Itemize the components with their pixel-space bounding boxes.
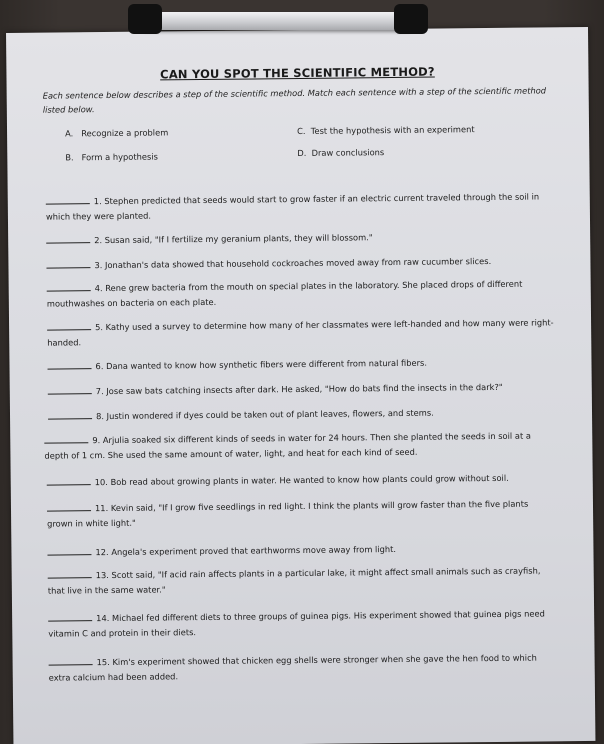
worksheet-paper — [6, 27, 595, 744]
question-1: 1. Stephen predicted that seeds would start to grow faster if an electric current traveled through the soil in which they were planted. — [45, 191, 540, 222]
question-8: 8. Justin wondered if dyes could be taken out of plant leaves, flowers, and stems. — [48, 404, 556, 424]
question-10: 10. Bob read about growing plants in water. He wanted to know how plants could grow without soil. — [47, 470, 559, 490]
answer-blank-6[interactable] — [47, 360, 91, 369]
answer-blank-13[interactable] — [48, 569, 92, 578]
answer-blank-12[interactable] — [47, 546, 91, 555]
answer-blank-4[interactable] — [47, 282, 91, 291]
worksheet-title: CAN YOU SPOT THE SCIENTIFIC METHOD? — [160, 64, 435, 82]
question-13: 13. Scott said, "If acid rain affects plants in a particular lake, it might affect small animals such as crayfish, that live in the same water." — [47, 565, 541, 596]
answer-blank-1[interactable] — [46, 195, 90, 204]
answer-blank-10[interactable] — [47, 476, 91, 485]
question-11: 11. Kevin said, "If I grow five seedlings in red light. I think the plants will grow faster than the five plants grown in white light." — [47, 498, 529, 529]
clip-bar — [138, 12, 416, 30]
question-3: 3. Jonathan's data showed that household cockroaches moved away from raw cucumber slices. — [46, 253, 554, 273]
clip-hinge-right — [394, 4, 428, 34]
question-6: 6. Dana wanted to know how synthetic fibers were different from natural fibers. — [47, 354, 555, 374]
clip-hinge-left — [128, 4, 162, 34]
question-5: 5. Kathy used a survey to determine how many of her classmates were left-handed and how many were right-handed. — [47, 317, 554, 348]
answer-blank-2[interactable] — [46, 234, 90, 243]
option-a: A. Recognize a problem — [65, 127, 169, 139]
question-14: 14. Michael fed different diets to three groups of guinea pigs. His experiment showed that guinea pigs need vitamin C and protein in their diets. — [48, 608, 545, 639]
answer-blank-14[interactable] — [48, 612, 92, 621]
answer-blank-9[interactable] — [44, 434, 88, 443]
question-7: 7. Jose saw bats catching insects after dark. He asked, "How do bats find the insects in the dark?" — [48, 379, 556, 399]
clipboard-clip — [128, 0, 428, 40]
question-12: 12. Angela's experiment proved that earthworms move away from light. — [47, 540, 555, 560]
option-b: B. Form a hypothesis — [65, 151, 158, 163]
answer-blank-3[interactable] — [46, 259, 90, 268]
answer-blank-5[interactable] — [47, 321, 91, 330]
question-15: 15. Kim's experiment showed that chicken egg shells were stronger when she gave the hen food to which extra calcium had been added. — [48, 652, 537, 683]
option-d: D. Draw conclusions — [297, 147, 385, 159]
answer-blank-8[interactable] — [48, 410, 92, 419]
worksheet-instructions: Each sentence below describes a step of the scientific method. Match each sentence with a step of the scientific method listed below. — [42, 85, 547, 115]
question-9: 9. Arjulia soaked six different kinds of seeds in water for 24 hours. Then she planted the seeds in soil at a depth of 1 cm. She used the same amount of water, light, and heat for each kind of seed. — [44, 430, 531, 461]
answer-blank-11[interactable] — [47, 502, 91, 511]
question-4: 4. Rene grew bacteria from the mouth on special plates in the laboratory. She placed drops of different mouthwashes on bacteria on each plate. — [46, 278, 523, 309]
answer-blank-7[interactable] — [48, 385, 92, 394]
option-c: C. Test the hypothesis with an experiment — [297, 124, 475, 137]
answer-blank-15[interactable] — [49, 656, 93, 665]
question-2: 2. Susan said, "If I fertilize my geranium plants, they will blossom." — [46, 228, 554, 248]
